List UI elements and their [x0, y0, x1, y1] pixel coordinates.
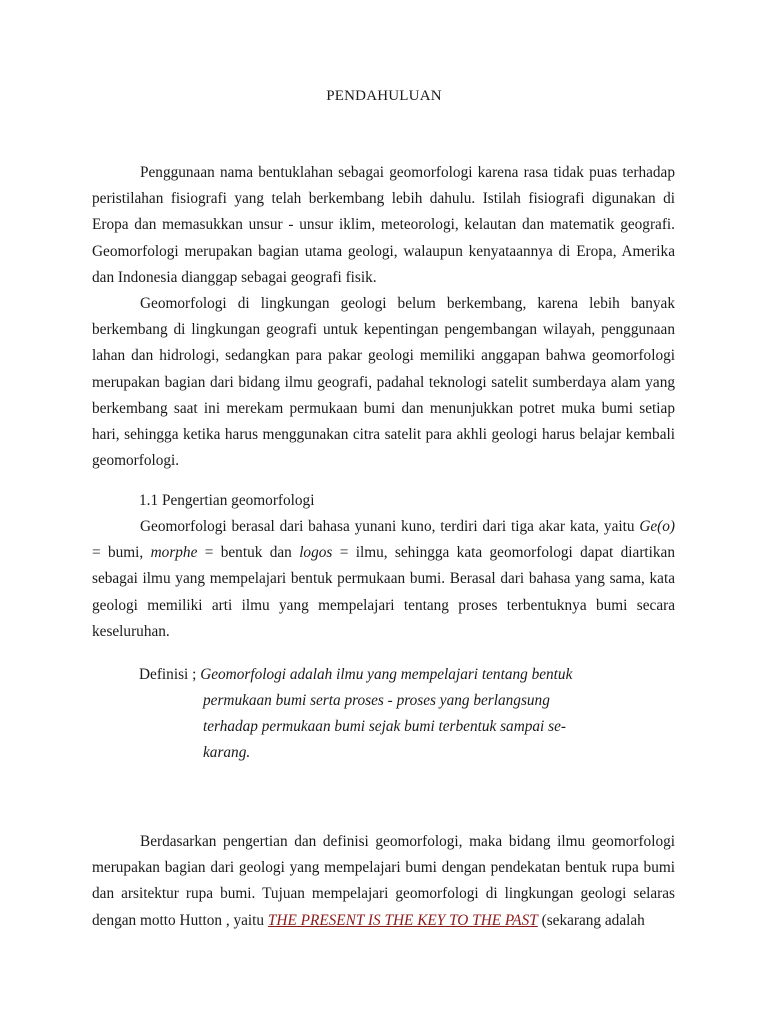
definition-line-3: terhadap permukaan bumi sejak bumi terbentuk sampai se-: [203, 718, 566, 735]
page-title: PENDAHULUAN: [326, 88, 442, 104]
definition-line-4: karang.: [203, 744, 251, 761]
paragraph-3: [92, 514, 675, 645]
paragraph-4-text-b: (sekarang adalah: [537, 911, 645, 929]
paragraph-1-text: Penggunaan nama bentuklahan sebagai geomorfologi karena rasa tidak puas terhadap peristilahan fisiografi yang telah berkembang lebih dahulu. Istilah fisiografi digunakan di Eropa dan memasukkan unsur - unsur iklim, meteorologi, kelautan dan matematik geografi. Geomorfologi merupakan bagian utama geologi, walaupun kenyataannya di Eropa, Amerika dan Indonesia dianggap sebagai geografi fisik.: [92, 164, 675, 286]
paragraph-3-text-d: = ilmu, sehingga kata geomorfologi dapat diartikan sebagai ilmu yang mempelajari bentuk permukaan bumi. Berasal dari bahasa yang sama, kata geologi memiliki arti ilmu yang mempelajari tentang proses terbentuknya bumi secara keseluruhan.: [92, 544, 675, 640]
term-logos: logos: [299, 544, 333, 562]
paragraph-4: [92, 829, 675, 934]
paragraph-3-text-a: Geomorfologi berasal dari bahasa yunani kuno, terdiri dari tiga akar kata, yaitu: [140, 518, 640, 535]
paragraph-2: [92, 291, 675, 474]
paragraph-2-text: Geomorfologi di lingkungan geologi belum berkembang, karena lebih banyak berkembang di lingkungan geografi untuk kepentingan pengembangan wilayah, penggunaan lahan dan hidrologi, sedangkan para pakar geologi memiliki anggapan bahwa geomorfologi merupakan bagian dari bidang ilmu geografi, padahal teknologi satelit sumberdaya alam yang berkembang saat ini merekam permukaan bumi dan menunjukkan potret muka bumi setiap hari, sehingga ketika harus menggunakan citra satelit para akhli geologi harus belajar kembali geomorfologi.: [92, 295, 675, 470]
paragraph-4-text-a: Berdasarkan pengertian dan definisi geomorfologi, maka bidang ilmu geomorfologi merupakan bagian dari geologi yang mempelajari bumi dengan pendekatan bentuk rupa bumi dan arsitektur rupa bumi. Tujuan mempelajari geomorfologi di lingkungan geologi selaras dengan motto Hutton , yaitu: [92, 833, 675, 929]
term-geo: Ge(o): [639, 518, 675, 535]
definition-line-1: Geomorfologi adalah ilmu yang mempelajari tentang bentuk: [200, 666, 573, 683]
definition-label: Definisi ;: [139, 666, 201, 683]
hutton-motto: THE PRESENT IS THE KEY TO THE PAST: [267, 911, 538, 929]
paragraph-3-text-b: = bumi,: [92, 544, 151, 562]
term-morphe: morphe: [150, 544, 198, 562]
paragraph-1: [92, 160, 675, 291]
section-heading: 1.1 Pengertian geomorfologi: [139, 492, 315, 509]
paragraph-3-text-c: = bentuk dan: [197, 544, 300, 562]
definition-line-2: permukaan bumi serta proses - proses yang berlangsung: [203, 692, 550, 709]
definition-block: [139, 662, 599, 766]
